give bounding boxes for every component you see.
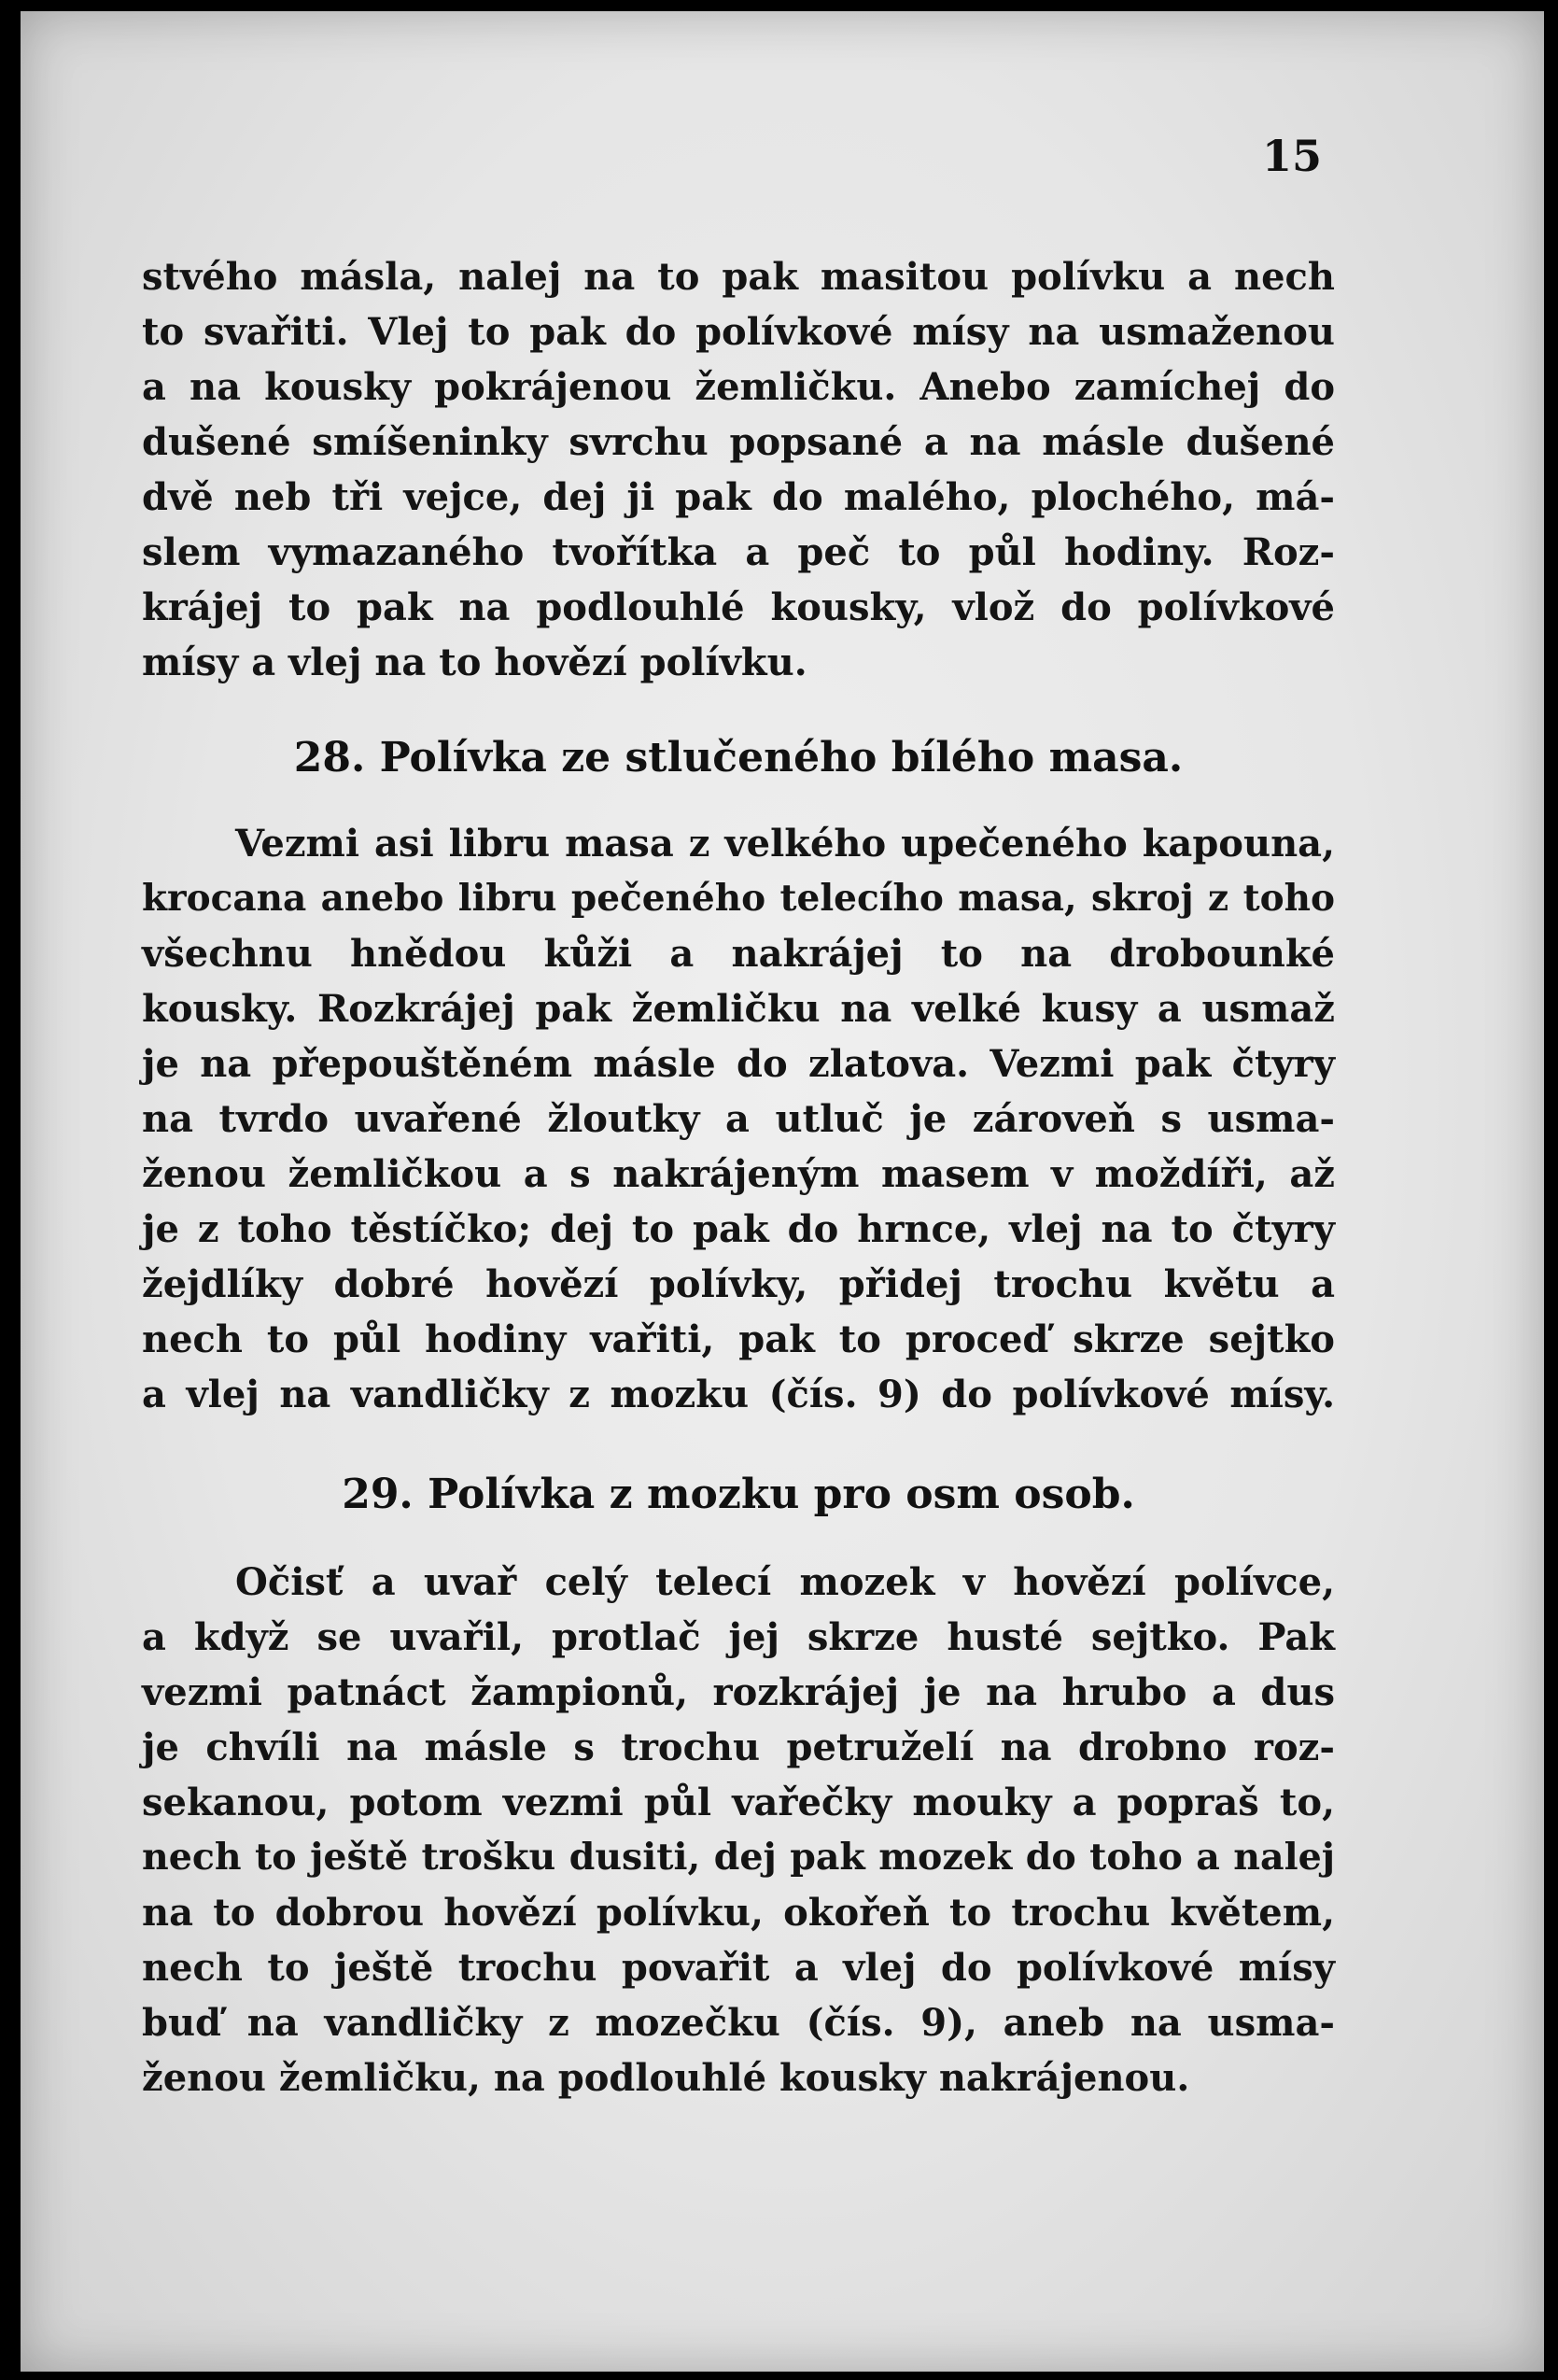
text-line: vezmi patnáct žampionů, rozkrájej je na hrubo a dus	[142, 1670, 1335, 1714]
text-line: dušené smíšeninky svrchu popsané a na másle dušené	[142, 420, 1335, 464]
text-line: Očisť a uvař celý telecí mozek v hovězí polívce,	[235, 1560, 1335, 1604]
text-line: je z toho těstíčko; dej to pak do hrnce, vlej na to čtyry	[142, 1207, 1335, 1251]
text-line: nech to ještě trochu povařit a vlej do polívkové mísy	[142, 1946, 1335, 1990]
continued-recipe-text	[142, 249, 1335, 690]
text-line: to svařiti. Vlej to pak do polívkové mísy na usmaženou	[142, 310, 1335, 354]
text-line: žejdlíky dobré hovězí polívky, přidej trochu květu a	[142, 1262, 1335, 1306]
text-line: buď na vandličky z mozečku (čís. 9), aneb na usma-	[142, 2001, 1335, 2045]
text-line: mísy a vlej na to hovězí polívku.	[142, 641, 807, 684]
page-number: 15	[1262, 131, 1323, 181]
text-line: všechnu hnědou kůži a nakrájej to na drobounké	[142, 932, 1335, 976]
recipe-29-heading: 29. Polívka z mozku pro osm osob.	[342, 1471, 1135, 1518]
text-line: a na kousky pokrájenou žemličku. Anebo zamíchej do	[142, 365, 1335, 409]
recipe-28-text	[142, 816, 1335, 1422]
text-line: kousky. Rozkrájej pak žemličku na velké kusy a usmaž	[142, 987, 1335, 1031]
recipe-29-text	[142, 1555, 1335, 2105]
text-line: je na přepouštěném másle do zlatova. Vezmi pak čtyry	[142, 1042, 1335, 1086]
text-line: nech to půl hodiny vařiti, pak to proceď skrze sejtko	[142, 1317, 1335, 1361]
text-line: slem vymazaného tvořítka a peč to půl hodiny. Roz-	[142, 530, 1335, 574]
text-line: a vlej na vandličky z mozku (čís. 9) do polívkové mísy.	[142, 1373, 1335, 1416]
text-line: na tvrdo uvařené žloutky a utluč je zároveň s usma-	[142, 1097, 1335, 1141]
text-line: dvě neb tři vejce, dej ji pak do malého, plochého, má-	[142, 475, 1335, 519]
text-line: krocana anebo libru pečeného telecího masa, skroj z toho	[142, 877, 1335, 920]
text-line: Vezmi asi libru masa z velkého upečeného kapouna,	[235, 822, 1335, 866]
text-line: krájej to pak na podlouhlé kousky, vlož do polívkové	[142, 585, 1335, 629]
text-line: a když se uvařil, protlač jej skrze husté sejtko. Pak	[142, 1615, 1335, 1659]
text-line: je chvíli na másle s trochu petruželí na drobno roz-	[142, 1725, 1335, 1769]
text-line: sekanou, potom vezmi půl vařečky mouky a popraš to,	[142, 1781, 1335, 1824]
text-line: stvého másla, nalej na to pak masitou polívku a nech	[142, 255, 1335, 299]
book-page	[21, 11, 1544, 2372]
text-line: ženou žemličkou a s nakrájeným masem v moždíři, až	[142, 1152, 1335, 1196]
text-line: na to dobrou hovězí polívku, okořeň to trochu květem,	[142, 1891, 1335, 1935]
text-line: ženou žemličku, na podlouhlé kousky nakrájenou.	[142, 2056, 1190, 2100]
recipe-28-heading: 28. Polívka ze stlučeného bílého masa.	[293, 734, 1184, 782]
text-line: nech to ještě trošku dusiti, dej pak mozek do toho a nalej	[142, 1836, 1335, 1879]
